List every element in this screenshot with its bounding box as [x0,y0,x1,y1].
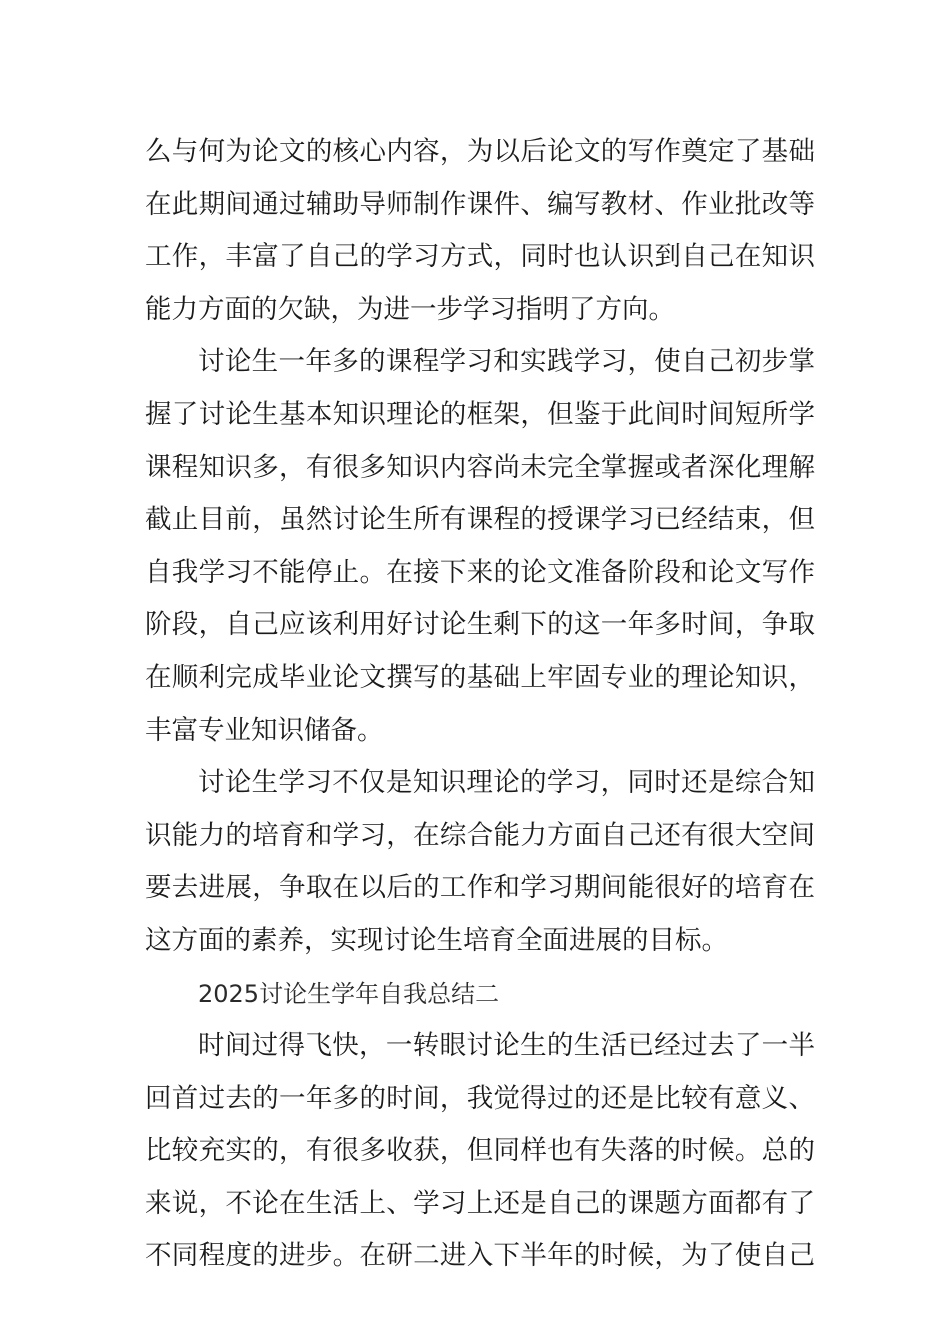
paragraph-first-line: 讨论生学习不仅是知识理论的学习，同时还是综合知 [198,767,815,799]
text-line: 截止目前，虽然讨论生所有课程的授课学习已经结束，但 [145,504,815,536]
document-body [145,126,815,1283]
section-heading: 2025讨论生学年自我总结二 [198,979,500,1008]
text-line: 么与何为论文的核心内容，为以后论文的写作奠定了基础 [145,136,815,167]
text-line: 这方面的素养，实现讨论生培育全面进展的目标。 [145,924,728,956]
text-line: 回首过去的一年多的时间，我觉得过的还是比较有意义、 [145,1082,815,1114]
text-line: 不同程度的进步。在研二进入下半年的时候，为了使自己 [145,1240,815,1272]
text-line: 握了讨论生基本知识理论的框架，但鉴于此间时间短所学 [145,398,815,430]
text-line: 要去进展，争取在以后的工作和学习期间能很好的培育在 [145,872,815,904]
text-line: 课程知识多，有很多知识内容尚未完全掌握或者深化理解 [145,451,815,483]
text-line: 来说，不论在生活上、学习上还是自己的课题方面都有了 [145,1187,815,1219]
text-line: 在顺利完成毕业论文撰写的基础上牢固专业的理论知识， [145,661,815,693]
text-line: 工作，丰富了自己的学习方式，同时也认识到自己在知识 [145,241,815,273]
text-line: 丰富专业知识储备。 [145,714,384,746]
text-line: 在此期间通过辅助导师制作课件、编写教材、作业批改等 [145,188,815,220]
text-line: 比较充实的，有很多收获，但同样也有失落的时候。总的 [145,1135,815,1167]
text-line: 能力方面的欠缺，为进一步学习指明了方向。 [145,293,675,325]
text-line: 阶段，自己应该利用好讨论生剩下的这一年多时间，争取 [145,609,815,641]
text-line: 自我学习不能停止。在接下来的论文准备阶段和论文写作 [145,556,815,588]
paragraph-first-line: 时间过得飞快，一转眼讨论生的生活已经过去了一半 [198,1030,815,1062]
paragraph-first-line: 讨论生一年多的课程学习和实践学习，使自己初步掌 [198,346,815,378]
text-line: 识能力的培育和学习，在综合能力方面自己还有很大空间 [145,819,815,851]
